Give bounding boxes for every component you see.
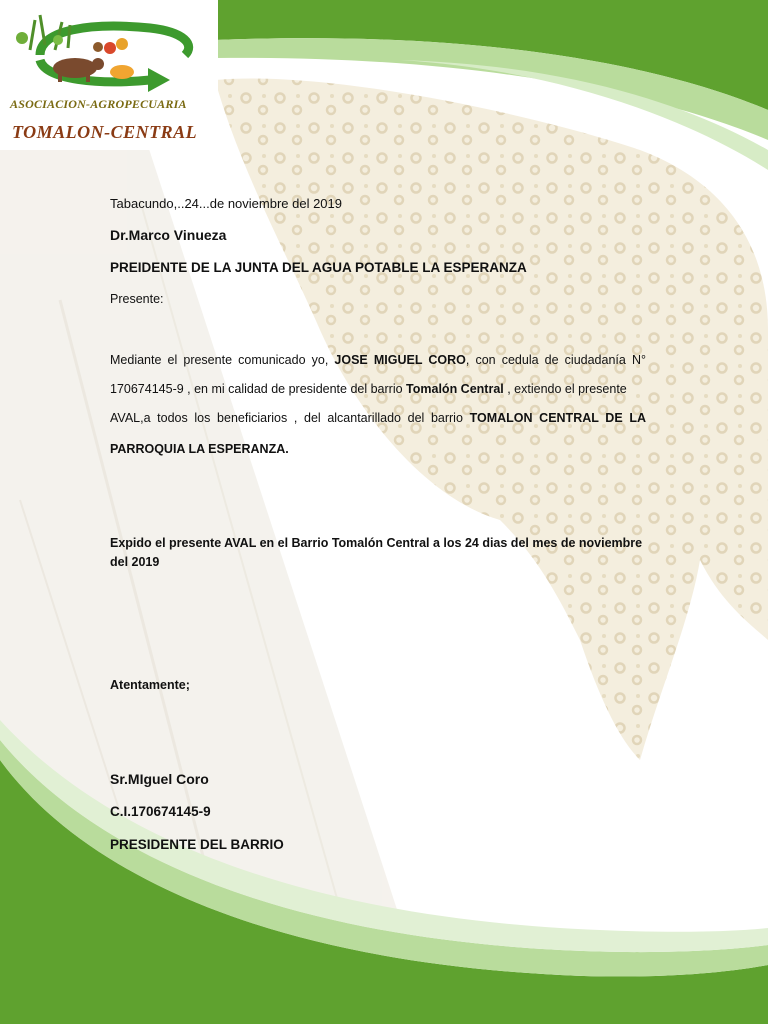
body-line-1 bbox=[110, 353, 646, 367]
body-text: , extiendo el presente bbox=[503, 382, 627, 396]
body-line-3 bbox=[110, 411, 646, 425]
body-text: Mediante el presente comunicado yo, bbox=[110, 353, 335, 367]
signer-name-inline: JOSE MIGUEL CORO bbox=[334, 353, 466, 367]
body-text: 170674145-9 , en mi calidad de presidente del barrio bbox=[110, 382, 407, 396]
barrio-caps-inline: TOMALON CENTRAL DE LA bbox=[469, 411, 646, 425]
recipient-name: Dr.Marco Vinueza bbox=[110, 227, 227, 243]
signer-id: C.I.170674145-9 bbox=[110, 804, 211, 819]
greeting: Presente: bbox=[110, 292, 164, 306]
logo-line-association: ASOCIACION-AGROPECUARIA bbox=[10, 97, 187, 111]
logo-line-name: TOMALON-CENTRAL bbox=[12, 122, 198, 142]
body-text: , con cedula de ciudadanía N° bbox=[465, 353, 646, 367]
association-logo bbox=[0, 0, 218, 150]
signer-name: Sr.MIguel Coro bbox=[110, 771, 209, 787]
barrio-name-inline: Tomalón Central bbox=[406, 382, 504, 396]
expido-paragraph: Expido el presente AVAL en el Barrio Tomalón Central a los 24 dias del mes de noviembre del 2019 bbox=[110, 536, 643, 569]
body-line-4: PARROQUIA LA ESPERANZA. bbox=[110, 442, 289, 456]
body-text: AVAL,a todos los beneficiarios , del alcantarillado del barrio bbox=[110, 411, 470, 425]
recipient-title: PREIDENTE DE LA JUNTA DEL AGUA POTABLE LA ESPERANZA bbox=[110, 260, 527, 275]
closing: Atentamente; bbox=[110, 678, 190, 692]
letter-date: Tabacundo,..24...de noviembre del 2019 bbox=[110, 196, 343, 211]
body-line-2 bbox=[110, 382, 646, 396]
signer-role: PRESIDENTE DEL BARRIO bbox=[110, 837, 284, 852]
